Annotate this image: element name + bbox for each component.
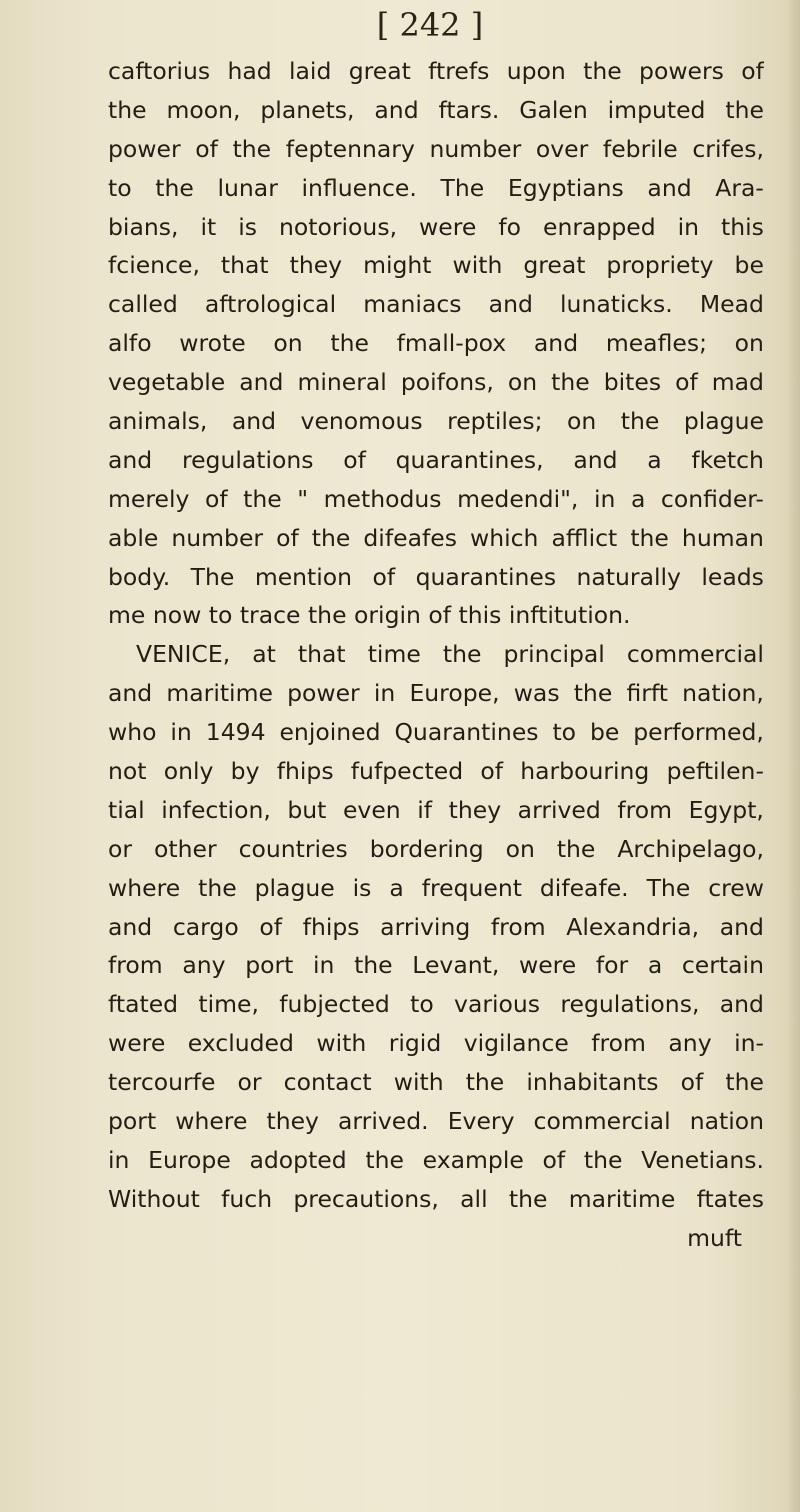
text-line: and cargo of fhips arriving from Alexandria, and — [108, 912, 764, 941]
text-line: fcience, that they might with great propriety be — [108, 251, 764, 280]
text-line: me now to trace the origin of this inftitution. — [108, 601, 631, 630]
text-line: called aftrological maniacs and lunaticks. Mead — [108, 290, 764, 319]
body-text — [108, 52, 764, 1258]
text-line: animals, and venomous reptiles; on the plague — [108, 407, 764, 436]
text-line: not only by fhips fufpected of harbouring peftilen- — [108, 757, 764, 786]
text-line: and maritime power in Europe, was the firft nation, — [108, 679, 764, 708]
text-line: who in 1494 enjoined Quarantines to be performed, — [108, 718, 764, 747]
text-line: or other countries bordering on the Archipelago, — [108, 834, 764, 863]
text-line: Without fuch precautions, all the maritime ftates — [108, 1184, 764, 1213]
text-line: port where they arrived. Every commercial nation — [108, 1107, 764, 1136]
page-edge-shadow — [786, 0, 800, 1512]
text-line: tial infection, but even if they arrived from Egypt, — [108, 795, 764, 824]
text-line: body. The mention of quarantines naturally leads — [108, 562, 764, 591]
text-line: caftorius had laid great ftrefs upon the powers of — [108, 57, 764, 85]
catchword: muft — [687, 1223, 742, 1252]
text-line: tercourfe or contact with the inhabitants of the — [108, 1068, 764, 1097]
text-line: and regulations of quarantines, and a fketch — [108, 445, 764, 474]
page-number-header: [ 242 ] — [376, 6, 484, 44]
text-line: vegetable and mineral poifons, on the bites of mad — [108, 368, 764, 397]
text-line: power of the feptennary number over febrile crifes, — [108, 134, 764, 163]
text-line: merely of the " methodus medendi", in a confider- — [108, 484, 764, 513]
text-line: to the lunar influence. The Egyptians and Ara- — [108, 173, 764, 202]
text-line: alfo wrote on the fmall-pox and meafles; on — [108, 329, 764, 358]
text-line: were excluded with rigid vigilance from any in- — [108, 1029, 764, 1058]
text-line: bians, it is notorious, were fo enrapped in this — [108, 212, 764, 241]
text-line: able number of the difeafes which afflict the human — [108, 523, 764, 552]
text-line: in Europe adopted the example of the Venetians. — [108, 1145, 764, 1174]
text-line: VENICE, at that time the principal commercial — [136, 640, 764, 669]
text-line: from any port in the Levant, were for a certain — [108, 951, 764, 980]
text-line: the moon, planets, and ftars. Galen imputed the — [108, 95, 764, 124]
text-line: ftated time, fubjected to various regulations, and — [108, 990, 764, 1019]
text-line: where the plague is a frequent difeafe. The crew — [108, 873, 764, 902]
